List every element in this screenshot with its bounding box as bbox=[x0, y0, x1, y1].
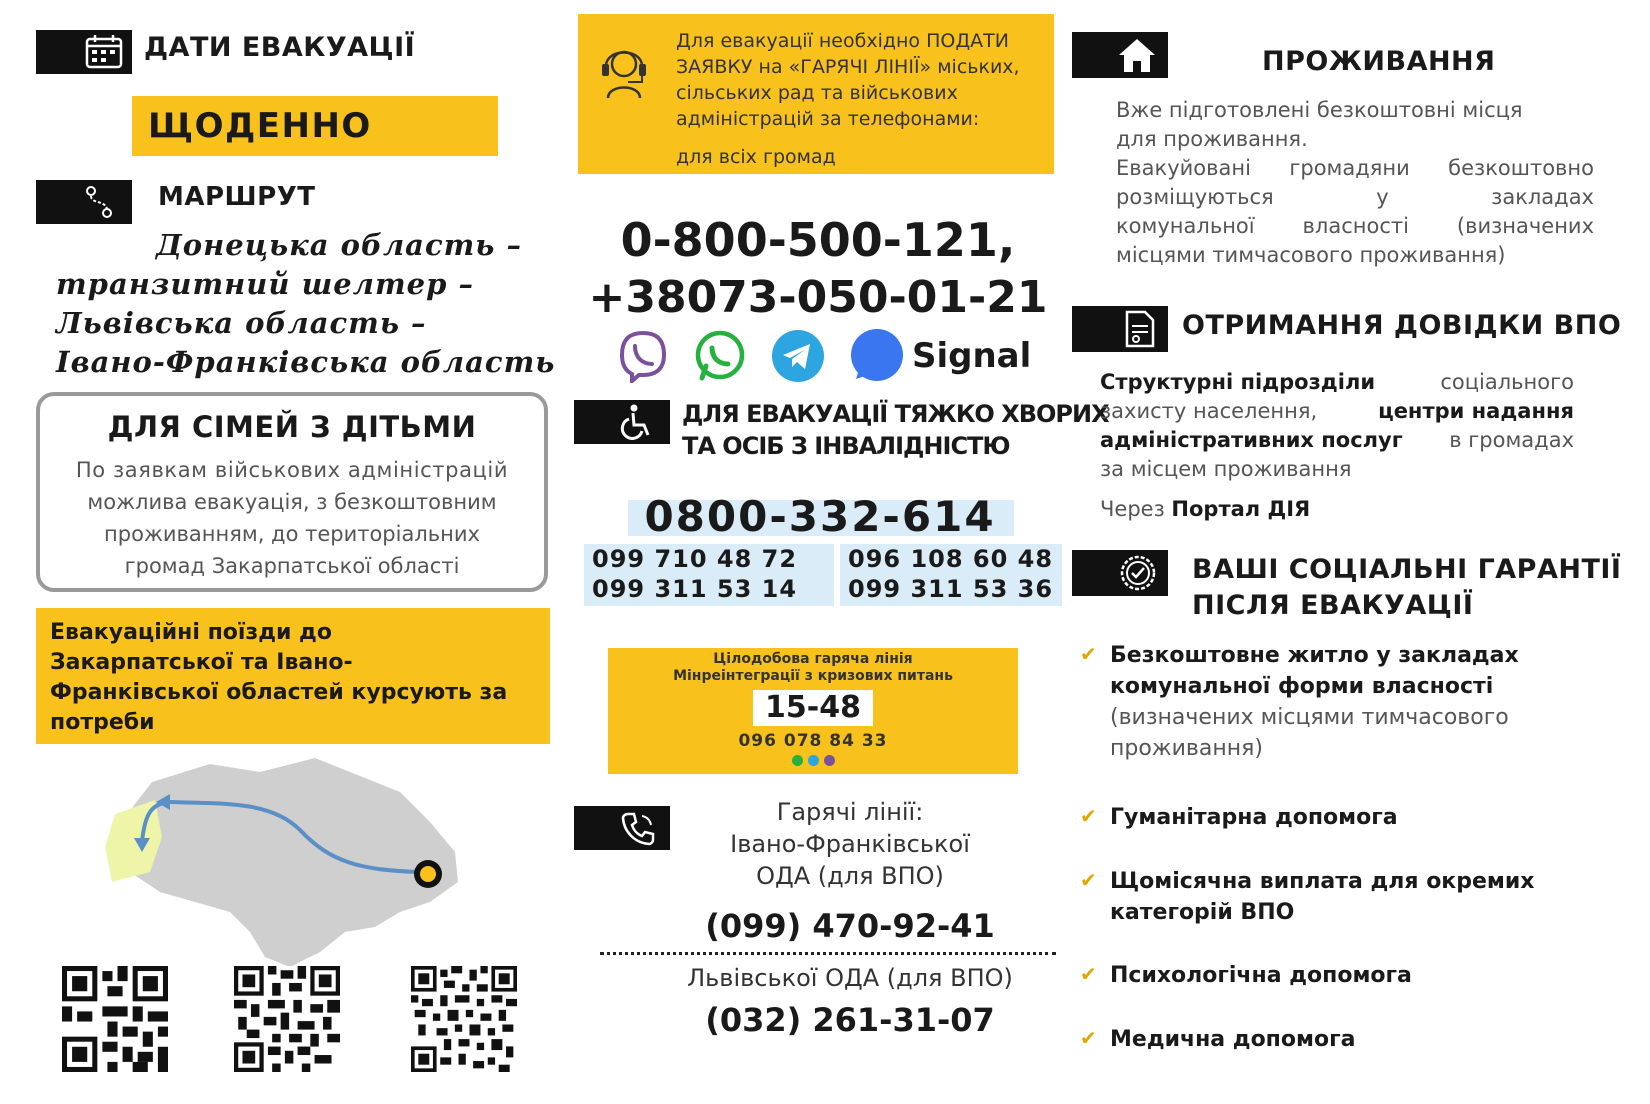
families-box bbox=[36, 392, 548, 592]
g4-text: Психологічна допомога bbox=[1110, 963, 1412, 988]
housing-line-3: Евакуйовані громадяни безкоштовно bbox=[1116, 156, 1594, 180]
g2-text: Гуманітарна допомога bbox=[1110, 805, 1398, 830]
donetsk-marker-icon bbox=[414, 860, 442, 888]
diia-portal-label: Портал ДІЯ bbox=[1171, 497, 1311, 521]
minre-short-number: 15-48 bbox=[753, 690, 873, 726]
route-icon-box bbox=[36, 180, 132, 224]
house-icon bbox=[1117, 35, 1157, 75]
disabled-line-2: ТА ОСІБ З ІНВАЛІДНІСТЮ bbox=[682, 432, 1010, 460]
apply-banner bbox=[578, 14, 1054, 174]
guarantee-item-5 bbox=[1080, 1024, 1580, 1055]
route-line-4: Івано-Франківська область bbox=[56, 345, 556, 379]
qr-code-2 bbox=[232, 966, 342, 1072]
phones-col-1 bbox=[584, 544, 834, 606]
route-title: МАРШРУТ bbox=[158, 182, 316, 212]
minreintegration-banner bbox=[608, 648, 1018, 774]
phones-col-2 bbox=[840, 544, 1062, 606]
g3-line-1: Щомісячна виплата для окремих bbox=[1110, 869, 1535, 894]
guarantee-seal-icon bbox=[1118, 553, 1158, 593]
check-icon: ✔ bbox=[1080, 642, 1097, 666]
phone-icon-box bbox=[574, 806, 670, 850]
whatsapp-icon bbox=[692, 328, 748, 384]
cert-bold-3: адміністративних послуг bbox=[1100, 428, 1403, 452]
dotted-divider bbox=[600, 952, 1056, 955]
minre-line-1: Цілодобова гаряча лінія bbox=[713, 651, 913, 667]
hotlines-line-3: ОДА (для ВПО) bbox=[756, 862, 944, 890]
guarantee-icon-box bbox=[1072, 550, 1168, 596]
families-line-1: По заявкам військових адміністрацій bbox=[75, 458, 509, 482]
cert-bold-2: центри надання bbox=[1378, 399, 1574, 423]
apply-line-2: ЗАЯВКУ на «ГАРЯЧІ ЛІНІЇ» міських, bbox=[676, 56, 1020, 78]
cert-regular-3: в громадах bbox=[1449, 428, 1574, 452]
trains-line-1: Евакуаційні поїзди до bbox=[50, 620, 332, 645]
g3-line-2: категорій ВПО bbox=[1110, 900, 1295, 925]
daily-banner bbox=[132, 96, 498, 156]
phone-icon bbox=[620, 810, 656, 846]
diia-prefix: Через bbox=[1100, 497, 1165, 521]
ukraine-map-shape bbox=[115, 758, 458, 967]
headset-support-icon bbox=[596, 38, 652, 100]
lviv-oda-phone: (032) 261-31-07 bbox=[705, 1001, 995, 1039]
route-line-3: Львівська область – bbox=[56, 306, 427, 340]
wheelchair-icon bbox=[620, 404, 654, 440]
main-phone-2: +38073-050-01-21 bbox=[588, 272, 1048, 323]
trains-line-4: потреби bbox=[50, 710, 155, 735]
whatsapp-mini-icon bbox=[792, 755, 803, 766]
route-icon bbox=[79, 182, 119, 222]
apply-line-4: адміністрацій за телефонами: bbox=[676, 108, 980, 130]
telegram-icon bbox=[770, 328, 826, 384]
housing-line-4: розміщуються у закладах bbox=[1116, 185, 1594, 209]
apply-line-1: Для евакуації необхідно ПОДАТИ bbox=[676, 30, 1009, 52]
house-icon-box bbox=[1072, 32, 1168, 78]
cert-regular-4: за місцем проживання bbox=[1100, 457, 1352, 481]
guarantee-item-3 bbox=[1080, 866, 1580, 928]
cert-bold-1: Структурні підрозділи bbox=[1100, 370, 1376, 394]
g1-bold-2: комунальної форми власності bbox=[1110, 674, 1494, 699]
ukraine-route-map bbox=[100, 752, 480, 977]
cert-regular-2: захисту населення, bbox=[1100, 399, 1318, 423]
calendar-icon bbox=[84, 34, 124, 70]
cert-regular-1: соціального bbox=[1440, 370, 1574, 394]
viber-icon bbox=[616, 329, 670, 383]
lviv-oda-label: Львівської ОДА (для ВПО) bbox=[687, 964, 1013, 992]
housing-line-1: Вже підготовлені безкоштовні місця bbox=[1116, 98, 1523, 122]
trains-banner bbox=[36, 608, 550, 744]
g1-regular-2: проживання) bbox=[1110, 736, 1263, 761]
route-line-2: транзитний шелтер – bbox=[56, 267, 474, 301]
document-icon-box bbox=[1072, 306, 1168, 352]
g1-regular-1: (визначених місцями тимчасового bbox=[1110, 705, 1509, 730]
phone-cell: 099 311 53 36 bbox=[848, 575, 1054, 603]
check-icon: ✔ bbox=[1080, 962, 1097, 986]
minre-messenger-dots bbox=[608, 755, 1018, 766]
check-icon: ✔ bbox=[1080, 868, 1097, 892]
housing-title: ПРОЖИВАННЯ bbox=[1262, 46, 1496, 77]
certificate-text bbox=[1100, 368, 1574, 524]
guarantee-item-2 bbox=[1080, 802, 1580, 833]
housing-text bbox=[1116, 96, 1594, 270]
phones-grid bbox=[584, 544, 1062, 606]
viber-mini-icon bbox=[824, 755, 835, 766]
disabled-phone: 0800-332-614 bbox=[644, 492, 996, 541]
g1-bold-1: Безкоштовне житло у закладах bbox=[1110, 643, 1519, 668]
families-line-2: можлива евакуація, з безкоштовним bbox=[87, 490, 497, 514]
families-line-4: громад Закарпатської області bbox=[124, 554, 460, 578]
daily-text: ЩОДЕННО bbox=[148, 106, 372, 146]
qr-code-1 bbox=[62, 966, 168, 1072]
hotlines-line-2: Івано-Франківської bbox=[730, 830, 970, 858]
main-phone-1: 0-800-500-121, bbox=[620, 213, 1016, 267]
telegram-mini-icon bbox=[808, 755, 819, 766]
minre-phone: 096 078 84 33 bbox=[738, 731, 888, 751]
phone-cell: 096 108 60 48 bbox=[848, 545, 1054, 573]
trains-line-2: Закарпатської та Івано- bbox=[50, 650, 353, 675]
phone-cell: 099 311 53 14 bbox=[592, 575, 798, 603]
document-icon bbox=[1124, 310, 1156, 348]
families-title: ДЛЯ СІМЕЙ З ДІТЬМИ bbox=[107, 410, 477, 444]
route-line-1: Донецька область – bbox=[156, 228, 523, 262]
g5-text: Медична допомога bbox=[1110, 1027, 1356, 1052]
if-oda-phone: (099) 470-92-41 bbox=[705, 907, 995, 945]
signal-label: Signal bbox=[912, 336, 1032, 376]
housing-line-2: для проживання. bbox=[1116, 127, 1308, 151]
calendar-icon-box bbox=[36, 30, 132, 74]
minre-line-2: Мінреінтеграції з кризових питань bbox=[673, 668, 953, 684]
check-icon: ✔ bbox=[1080, 804, 1097, 828]
qr-code-3 bbox=[410, 966, 518, 1072]
check-icon: ✔ bbox=[1080, 1026, 1097, 1050]
disabled-line-1: ДЛЯ ЕВАКУАЦІЇ ТЯЖКО ХВОРИХ bbox=[682, 400, 1109, 428]
apply-line-3: сільських рад та військових bbox=[676, 82, 958, 104]
messenger-icons-row bbox=[616, 328, 1056, 384]
apply-sub: для всіх громад bbox=[676, 146, 836, 168]
housing-line-6: місцями тимчасового проживання) bbox=[1116, 243, 1506, 267]
guarantee-item-4 bbox=[1080, 960, 1580, 991]
housing-line-5: комунальної власності (визначених bbox=[1116, 214, 1594, 238]
families-line-3: проживанням, до територіальних bbox=[104, 522, 480, 546]
signal-icon bbox=[848, 327, 906, 385]
trains-line-3: Франківської областей курсують за bbox=[50, 680, 508, 705]
certificate-title: ОТРИМАННЯ ДОВІДКИ ВПО bbox=[1182, 310, 1622, 341]
wheelchair-icon-box bbox=[574, 400, 670, 444]
hotlines-line-1: Гарячі лінії: bbox=[776, 798, 924, 826]
guarantees-title-1: ВАШІ СОЦІАЛЬНІ ГАРАНТІЇ bbox=[1192, 554, 1622, 585]
phone-cell: 099 710 48 72 bbox=[592, 545, 798, 573]
guarantee-item-1 bbox=[1080, 640, 1580, 764]
dates-title: ДАТИ ЕВАКУАЦІЇ bbox=[144, 32, 416, 63]
guarantees-title-2: ПІСЛЯ ЕВАКУАЦІЇ bbox=[1192, 590, 1474, 621]
